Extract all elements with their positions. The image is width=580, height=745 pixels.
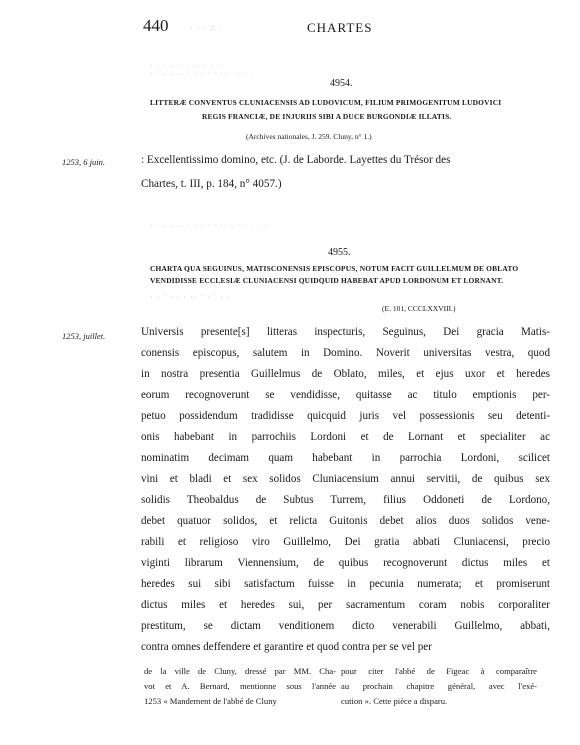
body-line: contra omnes deffendere et garantire et quod contra per se vel per <box>141 641 432 653</box>
body-line: petuo possidendum tradidisse quicquid juris vel possessionis seu detenti- <box>141 410 550 422</box>
body-line: in nostra presentia Guillelmus de Oblato, miles, et ejus uxor et heredes <box>141 368 550 380</box>
footnote-left-line: de la ville de Cluny, dressé par MM. Cha- <box>144 666 336 676</box>
body-line: debet quatuor solidos, et relicta Guitonis debet alios duos solidos vene- <box>141 515 550 527</box>
bleed-through-noise: · · ˙ · ·˙ · ·· · · ˙· <box>150 62 225 71</box>
charter-text-line: Chartes, t. III, p. 184, n° 4057.) <box>141 178 282 190</box>
bleed-through-noise: · ˙ · · ·· ˙ · · ˙ · ·· ˙ · · ˙ <box>150 70 255 79</box>
page-number: 440 <box>143 16 169 35</box>
running-title: CHARTES <box>307 20 373 35</box>
charter-title-line: LITTERÆ CONVENTUS CLUNIACENSIS AD LUDOVICUM, FILIUM PRIMOGENITUM LUDOVICI <box>150 98 502 107</box>
charter-number: 4954. <box>330 78 353 89</box>
body-line: prestitum, se dictam venditionem dicto venerabili Guillelmo, abbati, <box>141 620 550 632</box>
body-line: heredes sui sibi satisfactum fuisse in pecunia numerata; et promiserunt <box>141 578 550 590</box>
footnote-left-line: 1253 « Mandement de l'abbé de Cluny <box>144 696 277 706</box>
body-line: solidis Theobaldus de Subtus Turrem, filius Oddoneti de Lordono, <box>141 494 550 506</box>
archive-source: (Archives nationales, J. 259. Cluny, n° 1.) <box>246 132 372 141</box>
body-line: nominatim decimam quam habebant in parrochia Lordoni, scilicet <box>141 452 550 464</box>
body-line: viginti librarum Viennensium, de quibus recognoverunt dictus miles et <box>141 557 550 569</box>
margin-date: 1253, juillet. <box>62 331 106 341</box>
charter-number: 4955. <box>328 247 351 258</box>
bleed-through-noise: · ˙ · · ·· ˙ · · ˙ · ·· · ˙ · ˙ · · <box>150 222 268 231</box>
body-line: dictus miles et heredes sui, per sacramentum coram nobis corporaliter <box>141 599 550 611</box>
charter-text-line: : Excellentissimo domino, etc. (J. de Laborde. Layettes du Trésor des <box>141 154 451 166</box>
body-line: rabili et religioso viro Guillelmo, Dei gratia abbati Cluniacensi, precio <box>141 536 550 548</box>
margin-date: 1253, 6 juin. <box>62 157 105 167</box>
charter-title-line: REGIS FRANCIÆ, DE INJURIIS SIBI A DUCE BURGONDIÆ ILLATIS. <box>202 112 452 121</box>
body-line: eorum recognoverunt se vendidisse, quitasse ac titulo emptionis per- <box>141 389 550 401</box>
footnote-right-line: cution ». Cette pièce a disparu. <box>341 696 448 706</box>
footnote-right-line: au prochain chapitre général, avec l'exé- <box>341 681 537 691</box>
charter-title-line: CHARTA QUA SEGUINUS, MATISCONENSIS EPISCOPUS, NOTUM FACIT GUILLELMUM DE OBLATO <box>150 264 519 273</box>
footnote-left-line: vot et A. Bernard, mentionne sous l'année <box>144 681 336 691</box>
body-line: conensis episcopus, salutem in Domino. Noverit universitas vestra, quod <box>141 347 550 359</box>
archive-source: (E. 101, CCCLXXVIII.) <box>382 304 456 313</box>
body-line: vini et bladi et sex solidos Cluniacensium annui servitii, de quibus sex <box>141 473 550 485</box>
bleed-through-noise: · · ˙ · · · ·· ˙ · ˙ · · <box>150 293 231 302</box>
charter-title-line: VENDIDISSE ECCLESIÆ CLUNIACENSI QUIDQUID HABEBAT APUD LORDONUM ET LORNANT. <box>150 276 504 285</box>
bleed-through-noise: · · · ∴ · <box>190 24 223 33</box>
body-line: Universis presente[s] litteras inspecturis, Seguinus, Dei gracia Matis- <box>141 326 550 338</box>
body-line: onis habebant in parrochiis Lordoni et de Lornant et specialiter ac <box>141 431 550 443</box>
footnote-right-line: pour citer l'abbé de Figeac à comparaître <box>341 666 537 676</box>
